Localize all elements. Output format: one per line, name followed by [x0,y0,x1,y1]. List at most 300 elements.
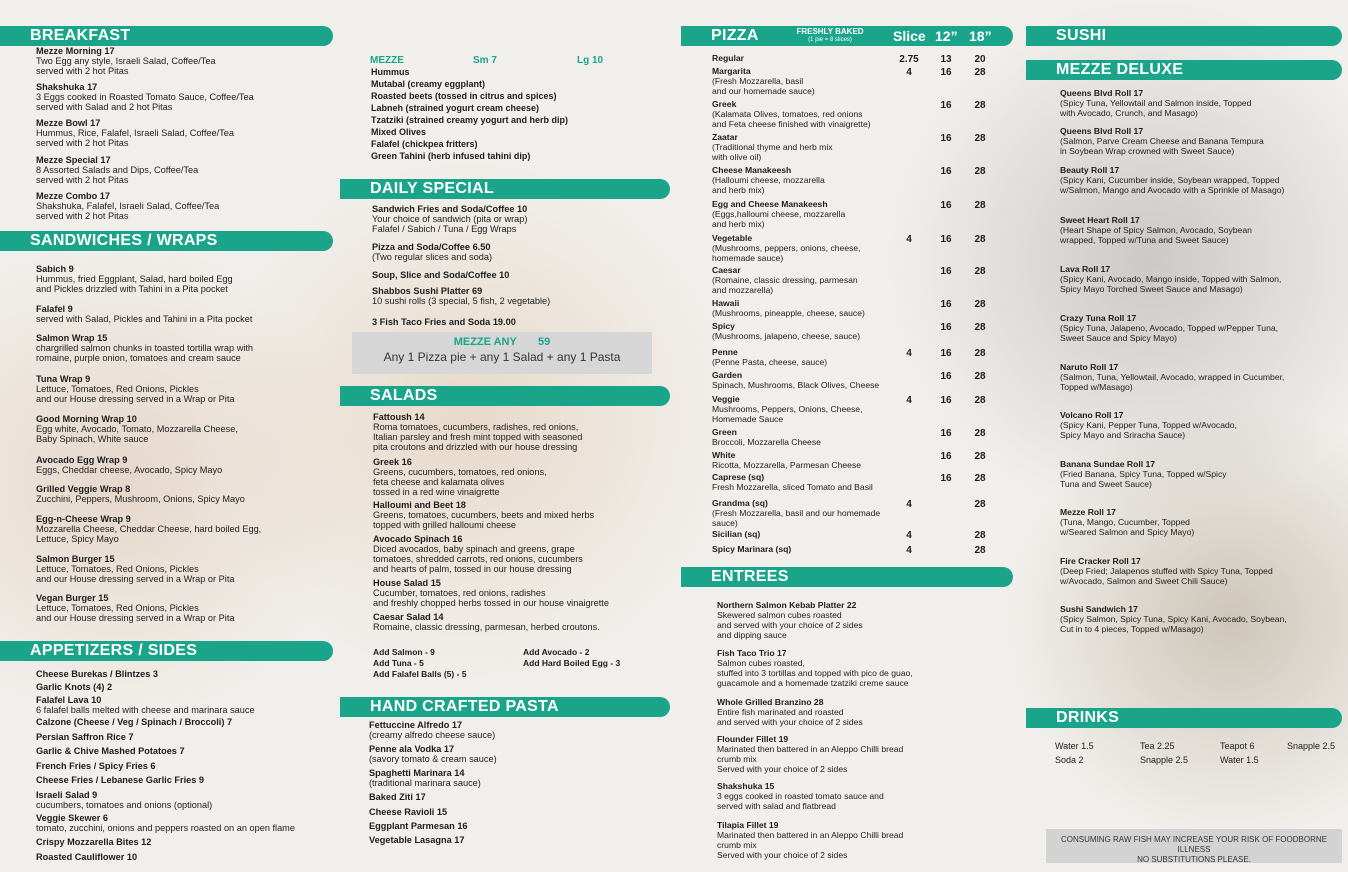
menu-item-description: served with 2 hot Pitas [36,175,129,185]
pizza-name: Caprese (sq) [712,472,765,482]
pizza-18-price: 28 [974,322,986,333]
menu-item [36,46,216,76]
drink-item: Tea 2.25 [1140,741,1175,751]
pizza-18-price: 28 [974,234,986,245]
sushi-item [1060,215,1252,245]
pizza-18-price: 28 [974,200,986,211]
drink-item: Water 1.5 [1055,741,1094,751]
menu-item-description: Zucchini, Peppers, Mushroom, Onions, Spicy Mayo [36,494,245,504]
drinks-header [1026,708,1342,728]
pizza-18-price: 28 [974,530,986,541]
pizza-slice-price: 4 [906,67,912,78]
entree-description: Entire fish marinated and roasted and served with your choice of 2 sides [717,707,863,727]
pizza-18-price: 28 [974,451,986,462]
menu-item-description: served with 2 hot Pitas [36,211,129,221]
pizza-12-price: 16 [940,67,952,78]
sushi-description: (Spicy Kani, Avocado, Mango inside, Topped with Salmon, Spicy Mayo Torched Sweet Sauce and Masago) [1060,274,1282,294]
pizza-description: Fresh Mozzarella, sliced Tomato and Basil [712,482,873,492]
entree-name: Flounder Fillet 19 [717,734,789,744]
pizza-slice-price: 4 [906,530,912,541]
menu-item-name: 3 Fish Taco Fries and Soda 19.00 [372,317,516,327]
pizza-item [712,199,845,229]
pizza-12-price: 16 [940,299,952,310]
menu-item-description: tomato, zucchini, onions and peppers roasted on an open flame [36,823,295,833]
sushi-name: Sweet Heart Roll 17 [1060,215,1140,225]
menu-item-name: Sandwich Fries and Soda/Coffee 10 [372,204,528,214]
pizza-12-price: 16 [940,234,952,245]
menu-item-name: Grilled Veggie Wrap 8 [36,484,131,494]
salad-addon: Add Salmon - 9 [373,647,435,657]
pizza-item [712,427,821,447]
menu-item [372,317,516,327]
entrees-title: ENTREES [711,568,789,585]
menu-item-description: Lettuce, Tomatoes, Red Onions, Pickles [36,564,199,574]
menu-item [36,695,255,715]
pizza-12-price: 16 [940,428,952,439]
menu-item [373,578,609,608]
pizza-18-price: 28 [974,67,986,78]
menu-item-name: Salmon Wrap 15 [36,333,108,343]
menu-item [36,790,212,810]
mezze-item: Falafel (chickpea fritters) [371,139,478,149]
menu-item [36,82,254,112]
pizza-name: Sicilian (sq) [712,529,761,539]
menu-item-description: served with 2 hot Pitas [36,138,129,148]
drinks-title: DRINKS [1056,709,1120,726]
menu-item-name: Mezze Bowl 17 [36,118,101,128]
menu-item [36,333,253,363]
salad-addon: Add Avocado - 2 [523,647,590,657]
drink-item: Snapple 2.5 [1287,741,1336,751]
pizza-18-price: 28 [974,473,986,484]
sushi-name: Banana Sundae Roll 17 [1060,459,1156,469]
pizza-name: Hawaii [712,298,740,308]
pizza-item [712,298,865,318]
pizza-name: Veggie [712,394,740,404]
pizza-12-price: 16 [940,371,952,382]
menu-item-description: served with 2 hot Pitas [36,66,129,76]
menu-item-description: and Pickles drizzled with Tahini in a Pita pocket [36,284,228,294]
daily-special-header [340,179,670,199]
menu-item [36,852,137,862]
breakfast-header [0,26,333,46]
pizza-description: (Traditional thyme and herb mix with olive oil) [712,142,833,162]
pizza-description: (Mushrooms, pineapple, cheese, sauce) [712,308,865,318]
pasta-header [340,697,670,717]
pizza-item [712,132,833,162]
pizza-description: Ricotta, Mozzarella, Parmesan Cheese [712,460,862,470]
pizza-18-price: 28 [974,266,986,277]
menu-item-description: Shakshuka, Falafel, Israeli Salad, Coffee/Tea [36,201,220,211]
col-18-header: 18” [969,28,992,44]
pizza-item [712,370,879,390]
sushi-description: (Fried Banana, Spicy Tuna, Topped w/Spicy Tuna and Sweet Sauce) [1060,469,1227,489]
menu-item [36,264,233,294]
pizza-18-price: 28 [974,166,986,177]
mezze-deluxe-header [1026,60,1342,80]
pizza-description: (Fresh Mozzarella, basil and our homemade sauce) [712,508,881,528]
menu-item-description: pita croutons and drizzled with our house dressing [373,442,578,452]
sushi-item [1060,126,1264,156]
pizza-description: (Kalamata Olives, tomatoes, red onions and Feta cheese finished with vinaigrette) [712,109,871,129]
menu-item-name: Falafel Lava 10 [36,695,102,705]
menu-item [372,204,527,234]
entree-item [717,697,863,727]
entree-name: Tilapia Fillet 19 [717,820,779,830]
menu-item [36,775,204,785]
menu-item [36,484,245,504]
menu-item-description: Greens, cucumbers, tomatoes, red onions, [373,467,547,477]
pizza-name: Regular [712,53,744,63]
menu-item [36,414,238,444]
disclaimer-line-2: NO SUBSTITUTIONS PLEASE. [1137,855,1251,864]
menu-item-name: Baked Ziti 17 [369,792,426,802]
pizza-18-price: 28 [974,371,986,382]
menu-item-description: and freshly chopped herbs tossed in our house vinaigrette [373,598,609,608]
menu-item-description: Mozzarella Cheese, Cheddar Cheese, hard boiled Egg, [36,524,262,534]
pizza-title: PIZZA [711,27,759,44]
pizza-description: Broccoli, Mozzarella Cheese [712,437,821,447]
menu-item-description: 3 Eggs cooked in Roasted Tomato Sauce, Coffee/Tea [36,92,254,102]
pizza-description: (Halloumi cheese, mozzarella and herb mix) [712,175,825,195]
menu-item [369,744,497,764]
sushi-item [1060,410,1237,440]
daily-special-title: DAILY SPECIAL [370,180,494,197]
disclaimer-line-1: CONSUMING RAW FISH MAY INCREASE YOUR RISK OF FOODBORNE ILLNESS [1061,835,1327,854]
menu-item-name: Crispy Mozzarella Bites 12 [36,837,152,847]
menu-item-description: served with Salad and 2 hot Pitas [36,102,173,112]
sushi-description: (Spicy Kani, Pepper Tuna, Topped w/Avocado, Spicy Mayo and Sriracha Sauce) [1060,420,1237,440]
pizza-12-price: 16 [940,395,952,406]
menu-item-name: Good Morning Wrap 10 [36,414,137,424]
menu-item [36,514,261,544]
pizza-18-price: 28 [974,545,986,556]
sushi-item [1060,459,1227,489]
menu-item-description: Diced avocados, baby spinach and greens, grape [373,544,575,554]
pizza-18-price: 28 [974,428,986,439]
pizza-12-price: 16 [940,133,952,144]
mezze-small-price: Sm 7 [473,55,497,66]
menu-item-description: and our House dressing served in a Wrap or Pita [36,394,235,404]
menu-item [373,500,594,530]
menu-item-name: Caesar Salad 14 [373,612,444,622]
sushi-description: (Salmon, Tuna, Yellowtail, Avocado, wrapped in Cucumber, Topped w/Masago) [1060,372,1285,392]
entree-item [717,781,884,811]
pizza-description: Spinach, Mushrooms, Black Olives, Cheese [712,380,880,390]
pizza-name: Spicy [712,321,735,331]
sushi-name: Queens Blvd Roll 17 [1060,126,1144,136]
sushi-name: Volcano Roll 17 [1060,410,1124,420]
menu-item [369,835,465,845]
sandwiches-title: SANDWICHES / WRAPS [30,232,218,249]
sushi-description: (Salmon, Parve Cream Cheese and Banana Tempura in Soybean Wrap crowned with Sweet Sauce) [1060,136,1264,156]
menu-item [373,457,547,497]
sushi-description: (Spicy Kani, Cucumber inside, Soybean wrapped, Topped w/Salmon, Mango and Avocado with a Sprinkle of Masago) [1060,175,1285,195]
menu-item [36,682,112,692]
mezze-item: Green Tahini (herb infused tahini dip) [371,151,531,161]
mezze-any-text: Any 1 Pizza pie + any 1 Salad + any 1 Pasta [383,350,621,364]
pizza-12-price: 16 [940,348,952,359]
pizza-18-price: 20 [974,54,986,65]
pizza-name: Caesar [712,265,741,275]
menu-item-name: French Fries / Spicy Fries 6 [36,761,156,771]
pizza-slice-price: 4 [906,234,912,245]
menu-item-description: Hummus, Rice, Falafel, Israeli Salad, Coffee/Tea [36,128,234,138]
col-12-header: 12” [935,28,958,44]
sushi-name: Beauty Roll 17 [1060,165,1120,175]
menu-item-description: served with Salad, Pickles and Tahini in a Pita pocket [36,314,253,324]
menu-item-name: Cheese Ravioli 15 [369,807,448,817]
menu-item [36,455,222,475]
pizza-item [712,321,860,341]
pizza-item [712,265,858,295]
pizza-18-price: 28 [974,499,986,510]
pizza-description: (Romaine, classic dressing, parmesan and mozzarella) [712,275,858,295]
salads-header [340,386,670,406]
sushi-item [1060,264,1281,294]
pizza-slice-price: 2.75 [899,54,919,65]
menu-item-description: (Two regular slices and soda) [372,252,493,262]
entree-name: Fish Taco Trio 17 [717,648,787,658]
mezze-item: Roasted beets (tossed in citrus and spices) [371,91,557,101]
pizza-12-price: 16 [940,473,952,484]
menu-item-name: Shabbos Sushi Platter 69 [372,286,483,296]
menu-item-description: Baby Spinach, White sauce [36,434,149,444]
mezze-label: MEZZE [370,55,404,66]
entree-name: Northern Salmon Kebab Platter 22 [717,600,857,610]
menu-item-name: Fattoush 14 [373,412,425,422]
menu-item [369,821,468,831]
menu-item [36,554,235,584]
pizza-12-price: 13 [940,54,952,65]
menu-item [369,807,447,817]
entree-name: Shakshuka 15 [717,781,775,791]
pizza-item [712,347,827,367]
sushi-item [1060,507,1194,537]
menu-item-name: Vegetable Lasagna 17 [369,835,465,845]
sushi-name: Crazy Tuna Roll 17 [1060,313,1137,323]
entree-description: Marinated then battered in an Aleppo Chilli bread crumb mix Served with your choice of 2 sides [717,830,904,860]
menu-item [36,746,185,756]
menu-item-description: Falafel / Sabich / Tuna / Egg Wraps [372,224,517,234]
pizza-description: Mushrooms, Peppers, Onions, Cheese, Homemade Sauce [712,404,863,424]
menu-item-name: Garlic Knots (4) 2 [36,682,113,692]
entree-description: 3 eggs cooked in roasted tomato sauce and served with salad and flatbread [717,791,884,811]
pizza-item [712,450,861,470]
menu-item [373,534,583,574]
menu-item-name: Tuna Wrap 9 [36,374,91,384]
menu-item [372,286,550,306]
drink-item: Water 1.5 [1220,755,1259,765]
menu-item-description: Egg white, Avocado, Tomato, Mozzarella Cheese, [36,424,238,434]
pizza-name: Egg and Cheese Manakeesh [712,199,828,209]
raw-fish-disclaimer [1046,829,1342,863]
pizza-18-price: 28 [974,133,986,144]
pizza-18-price: 28 [974,299,986,310]
salad-addon: Add Hard Boiled Egg - 3 [523,658,621,668]
menu-item-description: (traditional marinara sauce) [369,778,481,788]
menu-item-description: tossed in a red wine vinaigrette [373,487,500,497]
pizza-item [712,544,791,554]
menu-item-name: Salmon Burger 15 [36,554,115,564]
pizza-item [712,529,760,539]
drink-item: Soda 2 [1055,755,1084,765]
pizza-name: Green [712,427,737,437]
menu-item [369,768,481,788]
pizza-name: Penne [712,347,738,357]
menu-item [36,155,198,185]
menu-item-description: and hearts of palm, tossed in our house dressing [373,564,572,574]
menu-item-name: Veggie Skewer 6 [36,813,109,823]
pizza-item [712,394,862,424]
menu-item-description: Your choice of sandwich (pita or wrap) [372,214,528,224]
mezze-item: Tzatziki (strained creamy yogurt and herb dip) [371,115,569,125]
pizza-12-price: 16 [940,100,952,111]
entree-description: Marinated then battered in an Aleppo Chilli bread crumb mix Served with your choice of 2 sides [717,744,904,774]
menu-item [369,720,495,740]
pizza-18-price: 28 [974,348,986,359]
pizza-12-price: 16 [940,166,952,177]
sushi-name: Mezze Roll 17 [1060,507,1116,517]
pizza-item [712,66,815,96]
freshly-baked-label: FRESHLY BAKED [796,27,864,36]
menu-item-name: Persian Saffron Rice 7 [36,732,134,742]
pizza-name: Cheese Manakeesh [712,165,792,175]
pizza-12-price: 16 [940,266,952,277]
sushi-item [1060,313,1278,343]
menu-item [36,837,151,847]
menu-item-description: and our House dressing served in a Wrap or Pita [36,613,235,623]
menu-item [36,761,156,771]
pizza-12-price: 16 [940,322,952,333]
sushi-description: (Heart Shape of Spicy Salmon, Avocado, Soybean wrapped, Topped w/Tuna and Sweet Sauce) [1060,225,1252,245]
drink-item: Teapot 6 [1220,741,1255,751]
appetizers-header [0,641,333,661]
menu-item [369,792,426,802]
salads-title: SALADS [370,387,438,404]
menu-item-description: chargrilled salmon chunks in toasted tortilla wrap with [36,343,254,353]
entree-name: Whole Grilled Branzino 28 [717,697,824,707]
menu-item [372,242,492,262]
pizza-name: Zaatar [712,132,738,142]
menu-item-name: Fettuccine Alfredo 17 [369,720,463,730]
pizza-18-price: 28 [974,395,986,406]
entree-item [717,734,903,774]
appetizers-title: APPETIZERS / SIDES [30,642,198,659]
sushi-item [1060,362,1284,392]
sushi-name: Naruto Roll 17 [1060,362,1119,372]
pizza-name: Greek [712,99,737,109]
menu-item-name: Shakshuka 17 [36,82,98,92]
salad-addon: Add Falafel Balls (5) - 5 [373,669,467,679]
salad-addon: Add Tuna - 5 [373,658,424,668]
drink-item: Snapple 2.5 [1140,755,1189,765]
menu-item-name: Spaghetti Marinara 14 [369,768,465,778]
menu-item-description: (savory tomato & cream sauce) [369,754,497,764]
menu-item-description: romaine, purple onion, tomatoes and cream sauce [36,353,241,363]
freshly-baked-note [790,28,870,44]
menu-item-name: Vegan Burger 15 [36,593,109,603]
entree-description: Skewered salmon cubes roasted and served with your choice of 2 sides and dipping sauce [717,610,863,640]
pizza-item [712,165,825,195]
menu-item-name: Roasted Cauliflower 10 [36,852,138,862]
menu-item-name: Halloumi and Beet 18 [373,500,466,510]
entree-item [717,648,913,688]
menu-item-name: Falafel 9 [36,304,73,314]
mezze-any-title: MEZZE ANY [453,336,517,348]
pizza-item [712,99,871,129]
menu-item-name: Mezze Special 17 [36,155,111,165]
menu-item-description: (creamy alfredo cheese sauce) [369,730,496,740]
sushi-name: Fire Cracker Roll 17 [1060,556,1141,566]
menu-item-name: Egg-n-Cheese Wrap 9 [36,514,131,524]
menu-item-description: Romaine, classic dressing, parmesan, herbed croutons. [373,622,600,632]
menu-item-description: 6 falafel balls melted with cheese and marinara sauce [36,705,255,715]
pizza-item [712,233,861,263]
pizza-name: Margarita [712,66,751,76]
menu-item [36,118,234,148]
menu-item [373,612,600,632]
pasta-title: HAND CRAFTED PASTA [370,698,559,715]
menu-item-description: Eggs, Cheddar cheese, Avocado, Spicy Mayo [36,465,223,475]
menu-item-name: Greek 16 [373,457,412,467]
pizza-description: (Fresh Mozzarella, basil and our homemade sauce) [712,76,815,96]
menu-item-name: Cheese Fries / Lebanese Garlic Fries 9 [36,775,205,785]
menu-item-name: Mezze Combo 17 [36,191,111,201]
mezze-item: Mutabal (creamy eggplant) [371,79,486,89]
menu-item-name: Eggplant Parmesan 16 [369,821,468,831]
menu-item-description: feta cheese and kalamata olives [373,477,505,487]
menu-item [36,593,235,623]
menu-item-name: Avocado Spinach 16 [373,534,463,544]
menu-item-description: Two Egg any style, Israeli Salad, Coffee/Tea [36,56,216,66]
sushi-description: (Tuna, Mango, Cucumber, Topped w/Seared Salmon and Spicy Mayo) [1060,517,1195,537]
menu-item-name: Soup, Slice and Soda/Coffee 10 [372,270,510,280]
sushi-item [1060,556,1273,586]
pizza-slice-price: 4 [906,545,912,556]
menu-item-description: Lettuce, Tomatoes, Red Onions, Pickles [36,384,199,394]
menu-item-name: Penne ala Vodka 17 [369,744,455,754]
entrees-header [681,567,1013,587]
menu-item [36,374,235,404]
entree-item [717,600,863,640]
pizza-item [712,472,873,492]
sushi-name: Queens Blvd Roll 17 [1060,88,1144,98]
sushi-item [1060,88,1251,118]
menu-item-description: Cucumber, tomatoes, red onions, radishes [373,588,546,598]
pizza-slice-price: 4 [906,395,912,406]
pizza-name: Garden [712,370,743,380]
menu-item-name: Avocado Egg Wrap 9 [36,455,128,465]
pie-slices-note: (1 pie = 8 slices) [808,37,852,43]
menu-item-description: 8 Assorted Salads and Dips, Coffee/Tea [36,165,199,175]
sandwiches-header [0,231,333,251]
pizza-name: Vegetable [712,233,753,243]
sushi-description: (Deep Fried; Jalapenos stuffed with Spicy Tuna, Topped w/Avocado, Salmon and Sweet Chili Sauce) [1060,566,1273,586]
pizza-item [712,498,880,528]
sushi-description: (Spicy Salmon, Spicy Tuna, Spicy Kani, Avocado, Soybean, Cut in to 4 pieces, Topped w/Masago) [1060,614,1287,634]
menu-item [372,270,509,280]
menu-item-description: cucumbers, tomatoes and onions (optional) [36,800,213,810]
col-slice-header: Slice [893,28,926,44]
mezze-large-price: Lg 10 [577,55,604,66]
pizza-12-price: 16 [940,451,952,462]
menu-item-description: Italian parsley and fresh mint topped with seasoned [373,432,583,442]
menu-item [36,669,158,679]
mezze-item: Labneh (strained yogurt cream cheese) [371,103,540,113]
entree-item [717,820,903,860]
mezze-item: Mixed Olives [371,127,427,137]
